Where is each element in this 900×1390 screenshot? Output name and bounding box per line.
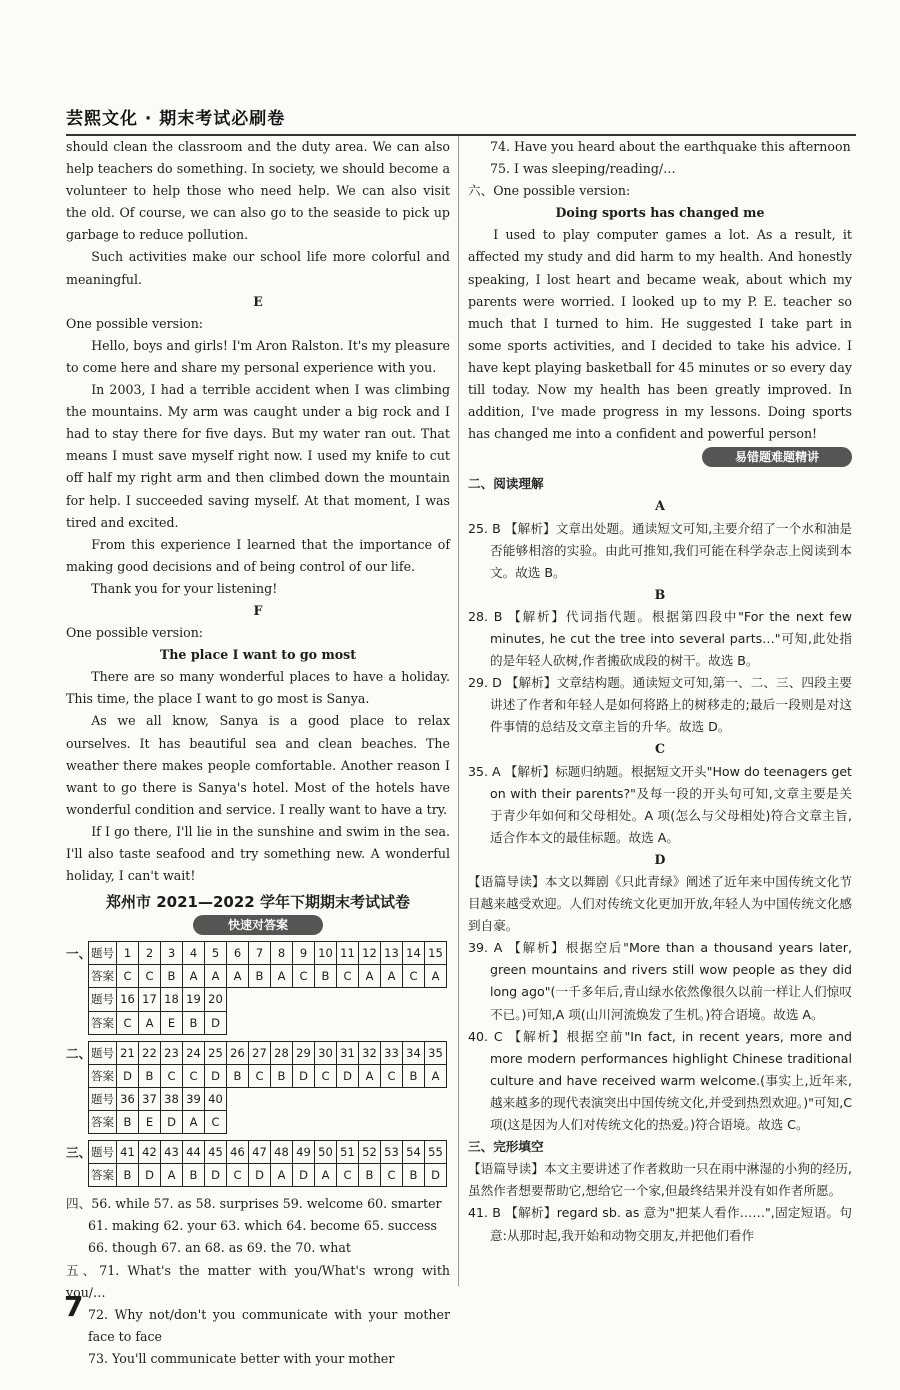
passage-a-label: A bbox=[655, 498, 665, 514]
para-e-1: Hello, boys and girls! I'm Aron Ralston. It's my pleasure to come here and share my personal experience with you. bbox=[66, 337, 450, 375]
table-cell: 6 bbox=[227, 942, 249, 965]
table-cell: A bbox=[359, 965, 381, 988]
table-cell: 24 bbox=[183, 1041, 205, 1064]
column-divider bbox=[458, 136, 459, 1286]
table-cell: A bbox=[183, 965, 205, 988]
table-cell: 55 bbox=[425, 1141, 447, 1164]
table-cell: 47 bbox=[249, 1141, 271, 1164]
table-cell: C bbox=[117, 965, 139, 988]
answer-75: 75. I was sleeping/reading/… bbox=[490, 161, 676, 177]
label-f: F bbox=[253, 602, 263, 618]
table-cell: D bbox=[161, 1110, 183, 1133]
table-cell: C bbox=[227, 1164, 249, 1187]
table-row bbox=[89, 1110, 447, 1133]
table-cell: B bbox=[139, 1064, 161, 1087]
table-cell: A bbox=[381, 965, 403, 988]
table-cell: D bbox=[337, 1064, 359, 1087]
para-e-3: From this experience I learned that the importance of making good decisions and of being control of our life. bbox=[66, 536, 450, 574]
table-cell: 38 bbox=[161, 1087, 183, 1110]
table-cell: 52 bbox=[359, 1141, 381, 1164]
answer-table-3 bbox=[66, 1140, 450, 1187]
table-cell: B bbox=[161, 965, 183, 988]
table-cell: 48 bbox=[271, 1141, 293, 1164]
table-row bbox=[89, 1064, 447, 1087]
table-cell: 2 bbox=[139, 942, 161, 965]
essay-title: Doing sports has changed me bbox=[555, 205, 765, 221]
table-cell: A bbox=[271, 1164, 293, 1187]
table-cell: 53 bbox=[381, 1141, 403, 1164]
cloze-guide: 【语篇导读】本文主要讲述了作者救助一只在雨中淋湿的小狗的经历,虽然作者想要帮助它,想给它一个家,但最终结果并没有如作者所愿。 bbox=[468, 1161, 852, 1199]
table-cell: D bbox=[117, 1064, 139, 1087]
table-cell: E bbox=[139, 1110, 161, 1133]
table-cell: 8 bbox=[271, 942, 293, 965]
reading-section-title: 二、阅读理解 bbox=[468, 476, 544, 492]
table-cell: A bbox=[425, 965, 447, 988]
table-cell: 7 bbox=[249, 942, 271, 965]
section-4-line-2: 61. making 62. your 63. which 64. become 65. success bbox=[88, 1218, 437, 1234]
table-cell: D bbox=[249, 1164, 271, 1187]
table-cell: 42 bbox=[139, 1141, 161, 1164]
table-cell: 25 bbox=[205, 1041, 227, 1064]
para-d-1: should clean the classroom and the duty area. We can also help teachers do something. In society, we should become a volunteer to help those who need help. We can also visit the old. Of course, we can also go to the seaside to pick up garbage to reduce pollution. bbox=[66, 139, 450, 243]
explanation-39: 39. A 【解析】根据空后"More than a thousand years later, green mountains and rivers still wow people as they did long ago"(一千多年后,青山绿水依然像很久以前一样让人们惊叹不已。)可知,A 项(山川河流焕发了生机。)符合语境。故选 A。 bbox=[468, 940, 852, 1022]
table-cell: 答案 bbox=[89, 965, 117, 988]
table-cell: B bbox=[117, 1110, 139, 1133]
para-f-3: If I go there, I'll lie in the sunshine and swim in the sea. I'll also taste seafood and try something new. A wonderful holiday, I can't wait! bbox=[66, 823, 450, 884]
table-cell: D bbox=[293, 1064, 315, 1087]
table-cell: A bbox=[315, 1164, 337, 1187]
table-cell: 4 bbox=[183, 942, 205, 965]
para-d-2: Such activities make our school life more colorful and meaningful. bbox=[66, 249, 450, 287]
table-cell: B bbox=[183, 1011, 205, 1034]
table-cell: 答案 bbox=[89, 1164, 117, 1187]
table-cell: 题号 bbox=[89, 1041, 117, 1064]
header-title: 芸熙文化 · 期末考试必刷卷 bbox=[66, 109, 286, 129]
table-cell: 12 bbox=[359, 942, 381, 965]
table-row bbox=[89, 1087, 447, 1110]
table-cell: 29 bbox=[293, 1041, 315, 1064]
table-cell: 41 bbox=[117, 1141, 139, 1164]
table-cell: B bbox=[271, 1064, 293, 1087]
table-cell: 13 bbox=[381, 942, 403, 965]
table-cell: 19 bbox=[183, 988, 205, 1011]
section-5-line-2: 72. Why not/don't you communicate with your mother face to face bbox=[88, 1306, 450, 1344]
table-cell: C bbox=[293, 965, 315, 988]
table-row bbox=[89, 1164, 447, 1187]
table-cell: C bbox=[315, 1064, 337, 1087]
passage-b-label: B bbox=[654, 586, 666, 602]
table-cell: 45 bbox=[205, 1141, 227, 1164]
section-4-line-1: 四、56. while 57. as 58. surprises 59. welcome 60. smarter bbox=[66, 1196, 442, 1212]
section-4-line-3: 66. though 67. an 68. as 69. the 70. what bbox=[88, 1240, 351, 1256]
table-cell: 33 bbox=[381, 1041, 403, 1064]
table-row bbox=[89, 1041, 447, 1064]
table-cell: 3 bbox=[161, 942, 183, 965]
table-cell: B bbox=[403, 1164, 425, 1187]
table-cell: A bbox=[161, 1164, 183, 1187]
table-cell: B bbox=[403, 1064, 425, 1087]
table-cell: 答案 bbox=[89, 1064, 117, 1087]
table-cell: 36 bbox=[117, 1087, 139, 1110]
table-cell: 14 bbox=[403, 942, 425, 965]
table-cell: 5 bbox=[205, 942, 227, 965]
right-column bbox=[468, 136, 852, 1247]
section-5-line-3: 73. You'll communicate better with your mother bbox=[88, 1350, 395, 1366]
table-cell: 34 bbox=[403, 1041, 425, 1064]
table-cell: D bbox=[205, 1064, 227, 1087]
explanation-35: 35. A 【解析】标题归纳题。根据短文开头"How do teenagers get on with their parents?"及每一段的开头句可知,文章主要是关于青少年如何和父母相处。A 项(怎么与父母相处)符合文章主旨,适合作本文的最佳标题。故选 A。 bbox=[468, 763, 852, 845]
table-cell: 20 bbox=[205, 988, 227, 1011]
table-cell: 46 bbox=[227, 1141, 249, 1164]
table-cell: 18 bbox=[161, 988, 183, 1011]
table-cell: 10 bbox=[315, 942, 337, 965]
table-cell: C bbox=[403, 965, 425, 988]
quick-answer-banner: 快速对答案 bbox=[193, 915, 323, 935]
table-cell: 44 bbox=[183, 1141, 205, 1164]
explanation-25: 25. B 【解析】文章出处题。通读短文可知,主要介绍了一个水和油是否能够相溶的实验。由此可推知,我们可能在科学杂志上阅读到本文。故选 B。 bbox=[468, 520, 852, 580]
version-f: One possible version: bbox=[66, 625, 204, 641]
table-cell: A bbox=[359, 1064, 381, 1087]
table-cell: B bbox=[227, 1064, 249, 1087]
answer-table-1 bbox=[66, 941, 450, 1034]
para-e-2: In 2003, I had a terrible accident when I was climbing the mountains. My arm was caught under a big rock and I had to stay there for five days. But my water ran out. That means I must save myself right now. I used my knife to cut off half my right arm and then climbed down the mountain for help. I succeeded saving myself. At that moment, I was tired and excited. bbox=[66, 382, 450, 530]
table-cell: C bbox=[161, 1064, 183, 1087]
table-cell: 题号 bbox=[89, 942, 117, 965]
exam-title: 郑州市 2021—2022 学年下期期末考试试卷 bbox=[106, 893, 410, 912]
para-f-2: As we all know, Sanya is a good place to relax ourselves. It has beautiful sea and clean beaches. The weather there makes people comfortable. Another reason I want to go there is Sanya's hotel. Most of the hotels have wonderful condition and service. I really want to have a try. bbox=[66, 713, 450, 817]
table-cell: A bbox=[205, 965, 227, 988]
table-cell: 15 bbox=[425, 942, 447, 965]
table-cell: A bbox=[183, 1110, 205, 1133]
table-cell: B bbox=[359, 1164, 381, 1187]
table-row bbox=[89, 1141, 447, 1164]
table-row bbox=[89, 942, 447, 965]
difficult-questions-banner: 易错题难题精讲 bbox=[702, 447, 852, 467]
table-cell: 50 bbox=[315, 1141, 337, 1164]
section-1-label: 一、 bbox=[66, 946, 92, 962]
table-cell: B bbox=[117, 1164, 139, 1187]
table-cell: C bbox=[381, 1164, 403, 1187]
table-cell: 题号 bbox=[89, 1141, 117, 1164]
table-cell: 答案 bbox=[89, 1011, 117, 1034]
table-cell: 26 bbox=[227, 1041, 249, 1064]
answer-table-2 bbox=[66, 1041, 450, 1134]
label-e: E bbox=[253, 293, 263, 309]
table-cell: C bbox=[139, 965, 161, 988]
table-cell: D bbox=[205, 1164, 227, 1187]
section-2-label: 二、 bbox=[66, 1045, 92, 1061]
table-row bbox=[89, 988, 447, 1011]
table-cell: D bbox=[425, 1164, 447, 1187]
table-cell: 28 bbox=[271, 1041, 293, 1064]
table-cell: 1 bbox=[117, 942, 139, 965]
table-cell: 27 bbox=[249, 1041, 271, 1064]
table-cell: 22 bbox=[139, 1041, 161, 1064]
passage-c-label: C bbox=[654, 741, 666, 757]
table-cell: 51 bbox=[337, 1141, 359, 1164]
table-cell: 16 bbox=[117, 988, 139, 1011]
table-cell: 49 bbox=[293, 1141, 315, 1164]
explanation-40: 40. C 【解析】根据空前"In fact, in recent years, more and more modern performances highlight Chinese traditional culture and have received warm welcome.(事实上,近年来,越来越多的现代表演突出中国传统文化,并受到热烈欢迎。)"可知,C 项(这是因为人们对传统文化的热爱。)符合语境。故选 C。 bbox=[468, 1028, 852, 1133]
table-cell: 32 bbox=[359, 1041, 381, 1064]
table-cell: 11 bbox=[337, 942, 359, 965]
table-cell: 43 bbox=[161, 1141, 183, 1164]
table-cell: 答案 bbox=[89, 1110, 117, 1133]
table-cell: 39 bbox=[183, 1087, 205, 1110]
para-f-1: There are so many wonderful places to have a holiday. This time, the place I want to go most is Sanya. bbox=[66, 669, 450, 707]
table-cell: C bbox=[337, 1164, 359, 1187]
table-cell: C bbox=[117, 1011, 139, 1034]
explanation-41: 41. B 【解析】regard sb. as 意为"把某人看作……",固定短语。句意:从那时起,我开始和动物交朋友,并把他们看作 bbox=[468, 1205, 852, 1243]
table-cell: 21 bbox=[117, 1041, 139, 1064]
para-e-4: Thank you for your listening! bbox=[91, 580, 278, 596]
table-cell: B bbox=[183, 1164, 205, 1187]
table-cell: 30 bbox=[315, 1041, 337, 1064]
left-column bbox=[66, 136, 450, 1370]
explanation-29: 29. D 【解析】文章结构题。通读短文可知,第一、二、三、四段主要讲述了作者和年轻人是如何将路上的树移走的;最后一段则是对这件事情的总结及文章主旨的升华。故选 D。 bbox=[468, 675, 852, 735]
answer-74: 74. Have you heard about the earthquake this afternoon bbox=[490, 139, 851, 154]
table-row bbox=[89, 1011, 447, 1034]
table-cell: D bbox=[293, 1164, 315, 1187]
table-cell: 37 bbox=[139, 1087, 161, 1110]
table-cell: 17 bbox=[139, 988, 161, 1011]
table-cell: A bbox=[227, 965, 249, 988]
table-cell: A bbox=[271, 965, 293, 988]
table-cell: 题号 bbox=[89, 1087, 117, 1110]
essay-f-title: The place I want to go most bbox=[159, 647, 357, 663]
table-cell: 40 bbox=[205, 1087, 227, 1110]
section-5-line-1: 五、71. What's the matter with you/What's wrong with you/… bbox=[66, 1262, 450, 1300]
table-cell: 54 bbox=[403, 1141, 425, 1164]
passage-d-label: D bbox=[654, 851, 666, 867]
table-row bbox=[89, 965, 447, 988]
explanation-28: 28. B 【解析】代词指代题。根据第四段中"For the next few minutes, he cut the tree into several parts…"可知,此处指的是年轻人砍树,作者搬砍成段的树干。故选 B。 bbox=[468, 608, 852, 669]
table-cell: A bbox=[139, 1011, 161, 1034]
table-cell: 9 bbox=[293, 942, 315, 965]
table-cell: D bbox=[139, 1164, 161, 1187]
table-cell: 题号 bbox=[89, 988, 117, 1011]
table-cell: 23 bbox=[161, 1041, 183, 1064]
essay-body: I used to play computer games a lot. As a result, it affected my study and did harm to my health. And honestly speaking, I lost heart and became weak, about which my parents were worried. I looked up to my P. E. teacher so much that I turned to him. He suggested I take part in some sports activities, and I decided to take his advice. I have kept playing basketball for 45 minutes or so every day till today. Now my health has been greatly improved. In addition, I've made progress in my lessons. Doing sports has changed me into a confident and powerful person! bbox=[468, 227, 852, 442]
table-cell: C bbox=[205, 1110, 227, 1133]
table-cell: 31 bbox=[337, 1041, 359, 1064]
table-cell: A bbox=[425, 1064, 447, 1087]
page-number: 7 bbox=[64, 1290, 84, 1323]
table-cell: 35 bbox=[425, 1041, 447, 1064]
version-e: One possible version: bbox=[66, 315, 204, 331]
section-6-version: 六、One possible version: bbox=[468, 183, 631, 199]
table-cell: B bbox=[315, 965, 337, 988]
table-cell: C bbox=[249, 1064, 271, 1087]
table-cell: C bbox=[381, 1064, 403, 1087]
table-cell: B bbox=[249, 965, 271, 988]
table-cell: C bbox=[337, 965, 359, 988]
page-header bbox=[66, 104, 285, 129]
table-cell: D bbox=[205, 1011, 227, 1034]
section-3-label: 三、 bbox=[66, 1145, 92, 1161]
table-cell: C bbox=[183, 1064, 205, 1087]
cloze-section-title: 三、完形填空 bbox=[468, 1139, 544, 1155]
passage-d-guide: 【语篇导读】本文以舞剧《只此青绿》阐述了近年来中国传统文化节目越来越受欢迎。人们对传统文化更加开放,年轻人为中国传统文化感到自豪。 bbox=[468, 874, 852, 934]
table-cell: E bbox=[161, 1011, 183, 1034]
